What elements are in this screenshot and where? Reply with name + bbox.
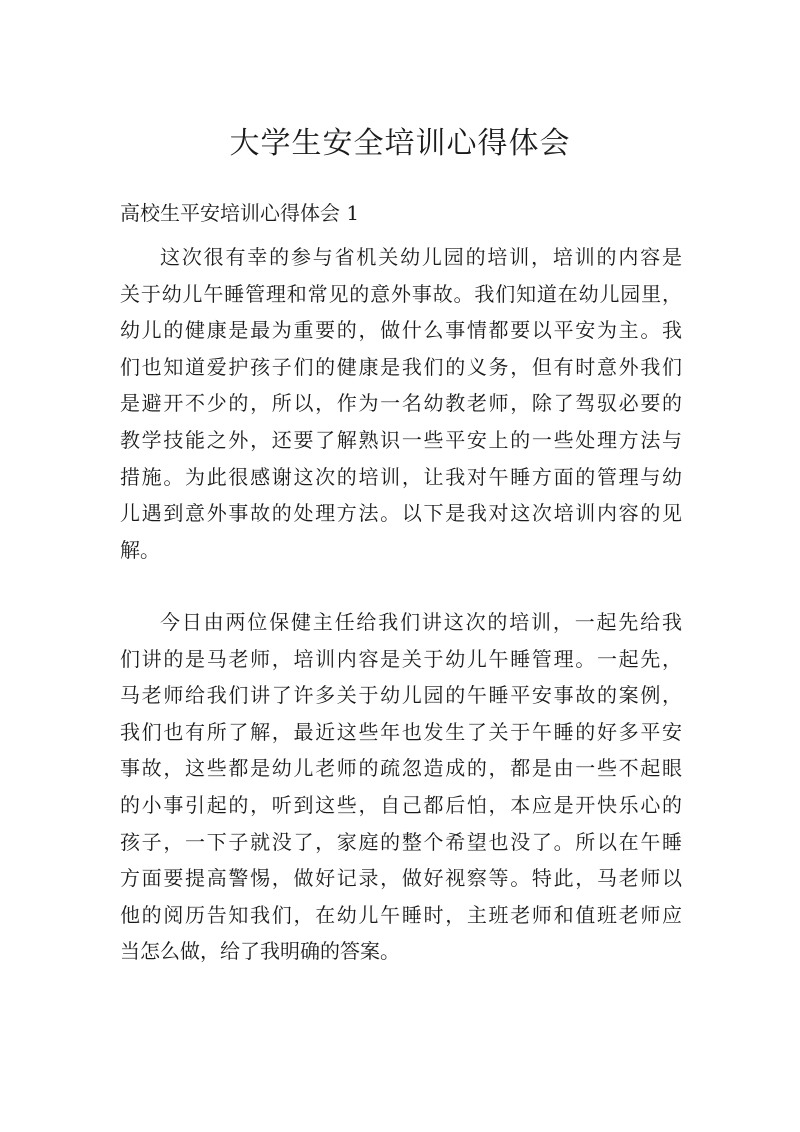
paragraph-line: 们也知道爱护孩子们的健康是我们的义务，但有时意外我们: [120, 354, 682, 379]
paragraph-line: 教学技能之外，还要了解熟识一些平安上的一些处理方法与: [120, 427, 682, 452]
paragraph-line: 方面要提高警惕，做好记录，做好视察等。特此，马老师以: [120, 866, 682, 891]
section-heading: 高校生平安培训心得体会 1: [120, 201, 360, 225]
paragraph-line: 幼儿的健康是最为重要的，做什么事情都要以平安为主。我: [120, 318, 682, 343]
paragraph-line: 这次很有幸的参与省机关幼儿园的培训，培训的内容是: [160, 245, 682, 269]
paragraph-line: 措施。为此很感谢这次的培训，让我对午睡方面的管理与幼: [120, 464, 682, 489]
paragraph-line: 儿遇到意外事故的处理方法。以下是我对这次培训内容的见: [120, 501, 682, 526]
paragraph-line: 当怎么做，给了我明确的答案。: [120, 939, 400, 964]
paragraph-line: 孩子，一下子就没了，家庭的整个希望也没了。所以在午睡: [120, 829, 682, 854]
paragraph-line: 事故，这些都是幼儿老师的疏忽造成的，都是由一些不起眼: [120, 756, 682, 781]
document-title: 大学生安全培训心得体会: [229, 126, 571, 161]
paragraph-line: 他的阅历告知我们，在幼儿午睡时，主班老师和值班老师应: [120, 902, 682, 927]
paragraph-line: 解。: [120, 537, 160, 562]
paragraph-line: 今日由两位保健主任给我们讲这次的培训，一起先给我: [160, 610, 682, 634]
paragraph-line: 关于幼儿午睡管理和常见的意外事故。我们知道在幼儿园里，: [120, 281, 682, 306]
paragraph-2: [120, 604, 682, 970]
paragraph-line: 我们也有所了解，最近这些年也发生了关于午睡的好多平安: [120, 719, 682, 744]
paragraph-line: 马老师给我们讲了许多关于幼儿园的午睡平安事故的案例，: [120, 683, 682, 708]
paragraph-line: 是避开不少的，所以，作为一名幼教老师，除了驾驭必要的: [120, 391, 682, 416]
paragraph-1: [120, 239, 682, 568]
paragraph-line: 的小事引起的，听到这些，自己都后怕，本应是开快乐心的: [120, 792, 682, 817]
paragraph-line: 们讲的是马老师，培训内容是关于幼儿午睡管理。一起先，: [120, 646, 682, 671]
